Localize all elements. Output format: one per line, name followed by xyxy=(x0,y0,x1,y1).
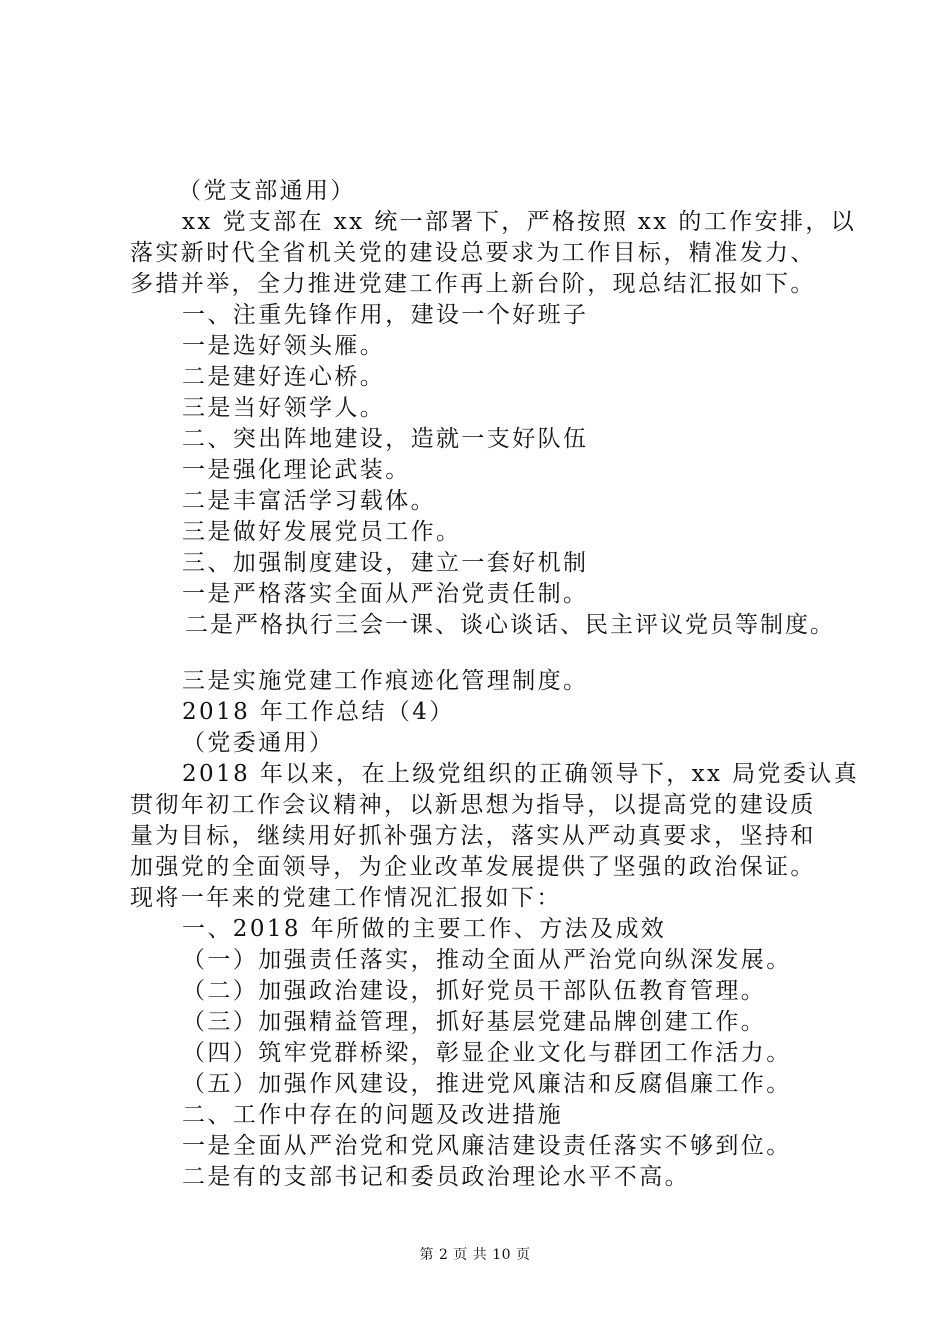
paragraph-line: xx 党支部在 xx 统一部署下，严格按照 xx 的工作安排，以 xyxy=(182,209,857,235)
paragraph-line: 现将一年来的党建工作情况汇报如下： xyxy=(130,885,562,911)
paragraph-line: 2018 年以来，在上级党组织的正确领导下，xx 局党委认真 xyxy=(182,761,860,787)
list-item: （三）加强精益管理，抓好基层党建品牌创建工作。 xyxy=(182,1009,767,1035)
page-footer: 第 2 页 共 10 页 xyxy=(419,1247,531,1263)
subtitle-branch: （党支部通用） xyxy=(178,178,356,204)
list-item: 一是选好领头雁。 xyxy=(182,333,386,359)
list-item: 一是严格落实全面从严治党责任制。 xyxy=(182,581,589,607)
paragraph-line: 贯彻年初工作会议精神，以新思想为指导，以提高党的建设质 xyxy=(130,792,816,818)
paragraph-line: 多措并举，全力推进党建工作再上新台阶，现总结汇报如下。 xyxy=(130,271,816,297)
section-heading-1: 一、注重先锋作用，建设一个好班子 xyxy=(182,302,589,328)
section-heading-2: 二、工作中存在的问题及改进措施 xyxy=(182,1102,563,1128)
section-heading-1: 一、2018 年所做的主要工作、方法及成效 xyxy=(182,916,667,942)
list-item: （二）加强政治建设，抓好党员干部队伍教育管理。 xyxy=(182,978,767,1004)
list-item: （一）加强责任落实，推动全面从严治党向纵深发展。 xyxy=(182,947,792,973)
list-item: 三是做好发展党员工作。 xyxy=(182,519,462,545)
subtitle-committee: （党委通用） xyxy=(182,730,335,756)
paragraph-line: 量为目标，继续用好抓补强方法，落实从严动真要求，坚持和 xyxy=(130,823,816,849)
section-heading-2: 二、突出阵地建设，造就一支好队伍 xyxy=(182,426,589,452)
list-item: 二是严格执行三会一课、谈心谈话、民主评议党员等制度。 xyxy=(185,612,835,638)
list-item: 一是全面从严治党和党风廉洁建设责任落实不够到位。 xyxy=(182,1133,792,1159)
paragraph-line: 落实新时代全省机关党的建设总要求为工作目标，精准发力、 xyxy=(130,240,816,266)
list-item: 三是当好领学人。 xyxy=(182,395,386,421)
list-item: 二是丰富活学习载体。 xyxy=(182,488,436,514)
paragraph-line: 加强党的全面领导，为企业改革发展提供了坚强的政治保证。 xyxy=(130,854,816,880)
section-heading-3: 三、加强制度建设，建立一套好机制 xyxy=(182,550,589,576)
list-item: 一是强化理论武装。 xyxy=(182,457,411,483)
list-item: 二是有的支部书记和委员政治理论水平不高。 xyxy=(182,1164,690,1190)
list-item: 三是实施党建工作痕迹化管理制度。 xyxy=(182,668,589,694)
list-item: （四）筑牢党群桥梁，彰显企业文化与群团工作活力。 xyxy=(182,1040,792,1066)
section-title: 2018 年工作总结（4） xyxy=(182,699,455,725)
list-item: （五）加强作风建设，推进党风廉洁和反腐倡廉工作。 xyxy=(182,1071,792,1097)
list-item: 二是建好连心桥。 xyxy=(182,364,386,390)
